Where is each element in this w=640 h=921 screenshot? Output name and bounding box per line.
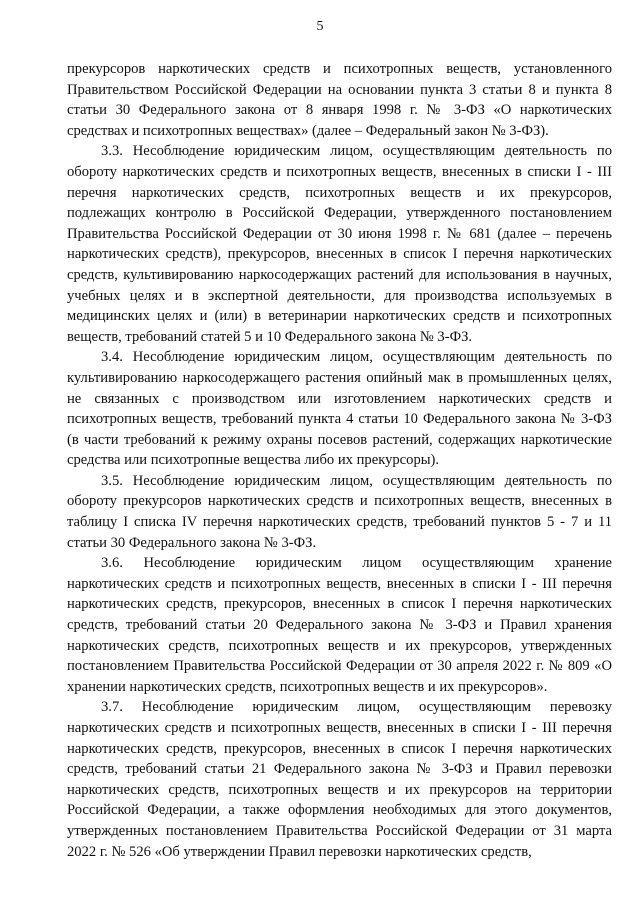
paragraph-3-6: 3.6. Несоблюдение юридическим лицом осуществляющим хранение наркотических средств и психотропных веществ, внесенных в списки I - III перечня наркотических средств, прекурсоров, внесенных в список I перечня наркотических средств, требований статьи 20 Федерального закона № 3-ФЗ и Правил хранения наркотических средств, психотропных веществ и их прекурсоров, утвержденных постановлением Правительства Российской Федерации от 30 апреля 2022 г. № 809 «О хранении наркотических средств, психотропных веществ и их прекурсоров».	[67, 555, 612, 695]
paragraph-continuation: прекурсоров наркотических средств и психотропных веществ, установленного Правительством Российской Федерации на основании пункта 3 статьи 8 и пункта 8 статьи 30 Федерального закона от 8 января 1998 г. № 3-ФЗ «О наркотических средствах и психотропных веществах» (далее – Федеральный закон № 3-ФЗ).	[67, 61, 612, 139]
paragraph-3-7: 3.7. Несоблюдение юридическим лицом, осуществляющим перевозку наркотических средств и психотропных веществ, внесенных в списки I - III перечня наркотических средств, прекурсоров, внесенных в список I перечня наркотических средств, требований статьи 21 Федерального закона № 3-ФЗ и Правил перевозки наркотических средств, психотропных веществ и их прекурсоров на территории Российской Федерации, а также оформления необходимых для этого документов, утвержденных постановлением Правительства Российской Федерации от 31 марта 2022 г. № 526 «Об утверждении Правил перевозки наркотических средств,	[67, 699, 612, 860]
paragraph-3-3: 3.3. Несоблюдение юридическим лицом, осуществляющим деятельность по обороту наркотических средств и психотропных веществ, внесенных в списки I - III перечня наркотических средств, психотропных веществ и их прекурсоров, подлежащих контролю в Российской Федерации, утвержденного постановлением Правительства Российской Федерации от 30 июня 1998 г. № 681 (далее – перечень наркотических средств), прекурсоров, внесенных в список I перечня наркотических средств, культивированию наркосодержащих растений для использования в научных, учебных целях и в экспертной деятельности, для производства используемых в медицинских целях и (или) в ветеринарии наркотических средств и психотропных веществ, требований статей 5 и 10 Федерального закона № 3-ФЗ.	[67, 143, 612, 345]
document-body	[67, 59, 612, 862]
paragraph-3-4: 3.4. Несоблюдение юридическим лицом, осуществляющим деятельность по культивированию наркосодержащего растения опийный мак в промышленных целях, не связанных с производством или изготовлением наркотических средств и психотропных веществ, требований пункта 4 статьи 10 Федерального закона № 3-ФЗ (в части требований к режиму охраны посевов растений, содержащих наркотические средства или психотропные вещества либо их прекурсоры).	[67, 349, 612, 469]
paragraph-3-5: 3.5. Несоблюдение юридическим лицом, осуществляющим деятельность по обороту прекурсоров наркотических средств и психотропных веществ, внесенных в таблицу I списка IV перечня наркотических средств, требований пунктов 5 - 7 и 11 статьи 30 Федерального закона № 3-ФЗ.	[67, 472, 612, 551]
page-number: 5	[316, 19, 324, 34]
